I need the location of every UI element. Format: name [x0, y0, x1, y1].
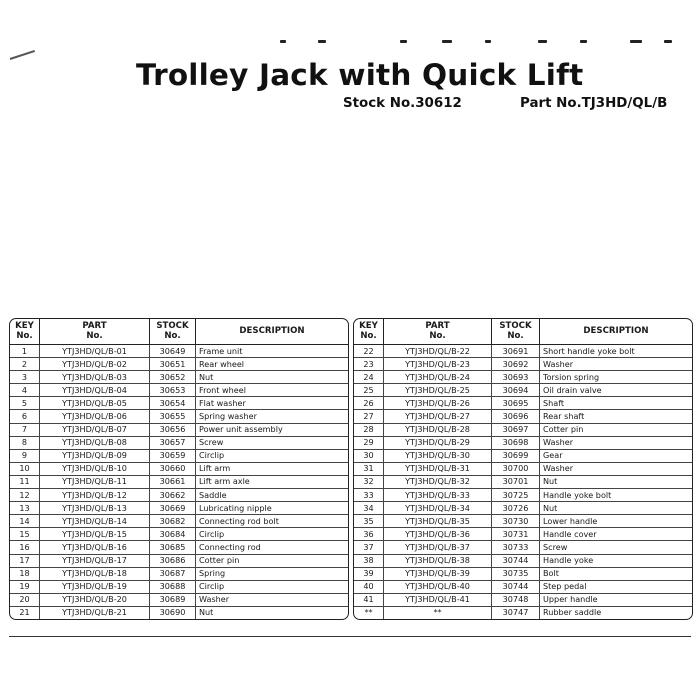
key-cell: 6 [10, 410, 40, 423]
table-row [354, 371, 692, 384]
part-number-cell: YTJ3HD/QL/B-38 [384, 555, 492, 568]
stock-number-cell: 30689 [150, 594, 196, 607]
table-row [354, 489, 692, 502]
table-row [10, 358, 348, 371]
key-cell: 28 [354, 424, 384, 437]
part-number-cell: YTJ3HD/QL/B-39 [384, 568, 492, 581]
key-cell: 10 [10, 463, 40, 476]
stock-number-cell: 30654 [150, 397, 196, 410]
part-number-cell: YTJ3HD/QL/B-16 [40, 541, 150, 554]
table-row [10, 345, 348, 358]
key-cell: 8 [10, 437, 40, 450]
stock-number-cell: 30686 [150, 555, 196, 568]
description-cell: Upper handle [540, 594, 692, 607]
table-row [10, 489, 348, 502]
stock-number: Stock No.30612 [343, 96, 462, 111]
table-row [354, 515, 692, 528]
col-part-header: PART No. [384, 319, 492, 345]
parts-table-left [9, 318, 349, 620]
key-cell: 16 [10, 541, 40, 554]
col-key-header: KEY No. [10, 319, 40, 345]
part-number-cell: YTJ3HD/QL/B-13 [40, 502, 150, 515]
table-row [10, 371, 348, 384]
stock-number-cell: 30700 [492, 463, 540, 476]
table-row [10, 515, 348, 528]
stock-number-cell: 30693 [492, 371, 540, 384]
key-cell: 35 [354, 515, 384, 528]
table-row [354, 568, 692, 581]
table-row [354, 528, 692, 541]
col-stock-header: STOCK No. [150, 319, 196, 345]
part-number-cell: YTJ3HD/QL/B-26 [384, 397, 492, 410]
description-cell: Cotter pin [540, 424, 692, 437]
part-number-cell: YTJ3HD/QL/B-24 [384, 371, 492, 384]
key-cell: 3 [10, 371, 40, 384]
part-number-cell: YTJ3HD/QL/B-29 [384, 437, 492, 450]
description-cell: Step pedal [540, 581, 692, 594]
stock-number-cell: 30696 [492, 410, 540, 423]
table-row [10, 463, 348, 476]
table-row [10, 397, 348, 410]
part-number-cell: YTJ3HD/QL/B-25 [384, 384, 492, 397]
part-number-cell: YTJ3HD/QL/B-05 [40, 397, 150, 410]
part-number-cell: YTJ3HD/QL/B-12 [40, 489, 150, 502]
part-number-cell: YTJ3HD/QL/B-20 [40, 594, 150, 607]
part-number-cell: YTJ3HD/QL/B-30 [384, 450, 492, 463]
part-number-cell: YTJ3HD/QL/B-21 [40, 607, 150, 619]
key-cell: 30 [354, 450, 384, 463]
table-row [354, 397, 692, 410]
stock-number-cell: 30662 [150, 489, 196, 502]
key-cell: 2 [10, 358, 40, 371]
table-row [354, 581, 692, 594]
part-number-cell: YTJ3HD/QL/B-15 [40, 528, 150, 541]
key-cell: 41 [354, 594, 384, 607]
description-cell: Washer [196, 594, 348, 607]
stock-number-cell: 30660 [150, 463, 196, 476]
key-cell: 26 [354, 397, 384, 410]
part-number-cell: YTJ3HD/QL/B-07 [40, 424, 150, 437]
description-cell: Bolt [540, 568, 692, 581]
part-number-cell: YTJ3HD/QL/B-40 [384, 581, 492, 594]
stock-number-cell: 30651 [150, 358, 196, 371]
table-row [10, 541, 348, 554]
col-stock-header: STOCK No. [492, 319, 540, 345]
description-cell: Washer [540, 437, 692, 450]
part-number-cell: YTJ3HD/QL/B-23 [384, 358, 492, 371]
description-cell: Spring washer [196, 410, 348, 423]
description-cell: Screw [196, 437, 348, 450]
key-cell: 1 [10, 345, 40, 358]
part-number-cell: YTJ3HD/QL/B-01 [40, 345, 150, 358]
description-cell: Power unit assembly [196, 424, 348, 437]
description-cell: Torsion spring [540, 371, 692, 384]
key-cell: 23 [354, 358, 384, 371]
stock-number-cell: 30682 [150, 515, 196, 528]
table-row [10, 568, 348, 581]
key-cell: 24 [354, 371, 384, 384]
part-number-cell: YTJ3HD/QL/B-34 [384, 502, 492, 515]
description-cell: Lift arm [196, 463, 348, 476]
key-cell: 31 [354, 463, 384, 476]
description-cell: Rubber saddle [543, 607, 602, 618]
description-cell: Lower handle [540, 515, 692, 528]
part-number-cell: YTJ3HD/QL/B-14 [40, 515, 150, 528]
key-cell: 22 [354, 345, 384, 358]
part-number-cell: YTJ3HD/QL/B-35 [384, 515, 492, 528]
description-cell: Handle cover [540, 528, 692, 541]
description-cell: Handle yoke bolt [540, 489, 692, 502]
stock-number-cell: 30725 [492, 489, 540, 502]
part-number-cell: YTJ3HD/QL/B-18 [40, 568, 150, 581]
stock-number-cell: 30691 [492, 345, 540, 358]
stock-number-cell: 30726 [492, 502, 540, 515]
document-title: Trolley Jack with Quick Lift [136, 58, 584, 92]
key-cell: 32 [354, 476, 384, 489]
part-number-cell: YTJ3HD/QL/B-33 [384, 489, 492, 502]
part-number-cell: YTJ3HD/QL/B-02 [40, 358, 150, 371]
stock-number-cell: 30748 [492, 594, 540, 607]
stock-number-cell: 30698 [492, 437, 540, 450]
part-number-cell: YTJ3HD/QL/B-36 [384, 528, 492, 541]
stock-number-cell: 30733 [492, 541, 540, 554]
stock-number-cell: 30659 [150, 450, 196, 463]
key-cell: 19 [10, 581, 40, 594]
stock-number-cell: 30731 [492, 528, 540, 541]
description-cell: Gear [540, 450, 692, 463]
table-row [10, 607, 348, 619]
key-cell: 33 [354, 489, 384, 502]
col-description-header: DESCRIPTION [196, 319, 348, 345]
part-number-cell: YTJ3HD/QL/B-37 [384, 541, 492, 554]
description-cell: Circlip [196, 450, 348, 463]
description-cell: Cotter pin [196, 555, 348, 568]
col-description-header: DESCRIPTION [540, 319, 692, 345]
table-row [354, 594, 692, 607]
part-number-cell: YTJ3HD/QL/B-19 [40, 581, 150, 594]
key-cell: 36 [354, 528, 384, 541]
stock-number-cell: 30744 [492, 581, 540, 594]
stock-number-cell: 30685 [150, 541, 196, 554]
key-cell: 37 [354, 541, 384, 554]
description-cell: Nut [196, 371, 348, 384]
key-cell: 13 [10, 502, 40, 515]
col-key-header: KEY No. [354, 319, 384, 345]
part-number-cell: YTJ3HD/QL/B-04 [40, 384, 150, 397]
key-cell: 9 [10, 450, 40, 463]
key-cell: 12 [10, 489, 40, 502]
part-number-cell: YTJ3HD/QL/B-17 [40, 555, 150, 568]
key-cell: 20 [10, 594, 40, 607]
stock-number-cell: 30656 [150, 424, 196, 437]
description-cell: Washer [540, 358, 692, 371]
stock-number-cell: 30687 [150, 568, 196, 581]
description-cell: Lubricating nipple [196, 502, 348, 515]
key-cell: 40 [354, 581, 384, 594]
stock-number-cell: 30688 [150, 581, 196, 594]
key-cell: 25 [354, 384, 384, 397]
table-row [354, 410, 692, 423]
key-cell: 7 [10, 424, 40, 437]
table-row [354, 358, 692, 371]
description-cell: Rear wheel [196, 358, 348, 371]
stock-number-cell: 30653 [150, 384, 196, 397]
stock-number-cell: 30695 [492, 397, 540, 410]
description-cell: Connecting rod [196, 541, 348, 554]
table-row [10, 502, 348, 515]
table-row [354, 607, 692, 619]
table-row [10, 594, 348, 607]
key-cell: 34 [354, 502, 384, 515]
stock-number-cell: 30684 [150, 528, 196, 541]
part-number-cell: YTJ3HD/QL/B-06 [40, 410, 150, 423]
description-cell: Frame unit [196, 345, 348, 358]
table-row [10, 450, 348, 463]
stock-number-cell: 30690 [150, 607, 196, 619]
key-cell: 21 [10, 607, 40, 619]
table-row [10, 410, 348, 423]
part-number-cell: YTJ3HD/QL/B-28 [384, 424, 492, 437]
table-row [354, 450, 692, 463]
table-row [10, 581, 348, 594]
part-number-cell: YTJ3HD/QL/B-41 [384, 594, 492, 607]
table-row [10, 528, 348, 541]
table-row [354, 424, 692, 437]
stock-number-cell: 30747 [492, 607, 540, 619]
part-number-cell: YTJ3HD/QL/B-11 [40, 476, 150, 489]
part-number: Part No.TJ3HD/QL/B [520, 96, 668, 111]
table-row [354, 476, 692, 489]
table-row [354, 345, 692, 358]
table-header-row [354, 319, 692, 345]
key-cell: 4 [10, 384, 40, 397]
part-number-cell: ** [384, 607, 492, 619]
description-cell: Saddle [196, 489, 348, 502]
key-cell: 29 [354, 437, 384, 450]
key-cell: 27 [354, 410, 384, 423]
stock-number-cell: 30657 [150, 437, 196, 450]
description-cell: Nut [540, 502, 692, 515]
stock-number-cell: 30669 [150, 502, 196, 515]
key-cell: ** [354, 607, 384, 619]
stock-number-cell: 30649 [150, 345, 196, 358]
stock-number-cell: 30692 [492, 358, 540, 371]
part-number-cell: YTJ3HD/QL/B-03 [40, 371, 150, 384]
stock-number-cell: 30735 [492, 568, 540, 581]
stock-number-cell: 30661 [150, 476, 196, 489]
key-cell: 11 [10, 476, 40, 489]
description-cell: Nut [540, 476, 692, 489]
description-cell: Screw [540, 541, 692, 554]
table-row [10, 424, 348, 437]
part-number-cell: YTJ3HD/QL/B-32 [384, 476, 492, 489]
table-header-row [10, 319, 348, 345]
stock-number-cell: 30652 [150, 371, 196, 384]
description-cell: Spring [196, 568, 348, 581]
table-row [10, 437, 348, 450]
description-cell: Circlip [196, 528, 348, 541]
key-cell: 15 [10, 528, 40, 541]
parts-table-right [353, 318, 693, 620]
stock-number-cell: 30655 [150, 410, 196, 423]
part-number-cell: YTJ3HD/QL/B-09 [40, 450, 150, 463]
table-row [354, 502, 692, 515]
part-number-cell: YTJ3HD/QL/B-27 [384, 410, 492, 423]
table-row [354, 437, 692, 450]
table-row [10, 555, 348, 568]
description-cell: Rear shaft [540, 410, 692, 423]
key-cell: 5 [10, 397, 40, 410]
part-number-cell: YTJ3HD/QL/B-10 [40, 463, 150, 476]
corner-stroke-mark [10, 50, 35, 60]
key-cell: 38 [354, 555, 384, 568]
stock-number-cell: 30744 [492, 555, 540, 568]
description-cell: Flat washer [196, 397, 348, 410]
table-row [10, 384, 348, 397]
stock-number-cell: 30730 [492, 515, 540, 528]
part-number-cell: YTJ3HD/QL/B-31 [384, 463, 492, 476]
description-cell: Circlip [196, 581, 348, 594]
key-cell: 14 [10, 515, 40, 528]
part-number-cell: YTJ3HD/QL/B-08 [40, 437, 150, 450]
description-cell: Nut [199, 607, 214, 618]
key-cell: 39 [354, 568, 384, 581]
col-part-header: PART No. [40, 319, 150, 345]
description-cell: Front wheel [196, 384, 348, 397]
description-cell: Lift arm axle [196, 476, 348, 489]
key-cell: 18 [10, 568, 40, 581]
cropped-header-fragments [280, 40, 680, 50]
stock-number-cell: 30697 [492, 424, 540, 437]
part-number-cell: YTJ3HD/QL/B-22 [384, 345, 492, 358]
table-row [354, 541, 692, 554]
table-row [354, 463, 692, 476]
footer-divider [9, 636, 691, 637]
description-cell: Connecting rod bolt [196, 515, 348, 528]
description-cell: Shaft [540, 397, 692, 410]
table-row [354, 384, 692, 397]
description-cell: Handle yoke [540, 555, 692, 568]
description-cell: Short handle yoke bolt [540, 345, 692, 358]
table-row [10, 476, 348, 489]
stock-number-cell: 30699 [492, 450, 540, 463]
stock-number-cell: 30694 [492, 384, 540, 397]
table-row [354, 555, 692, 568]
description-cell: Oil drain valve [540, 384, 692, 397]
key-cell: 17 [10, 555, 40, 568]
description-cell: Washer [540, 463, 692, 476]
stock-number-cell: 30701 [492, 476, 540, 489]
